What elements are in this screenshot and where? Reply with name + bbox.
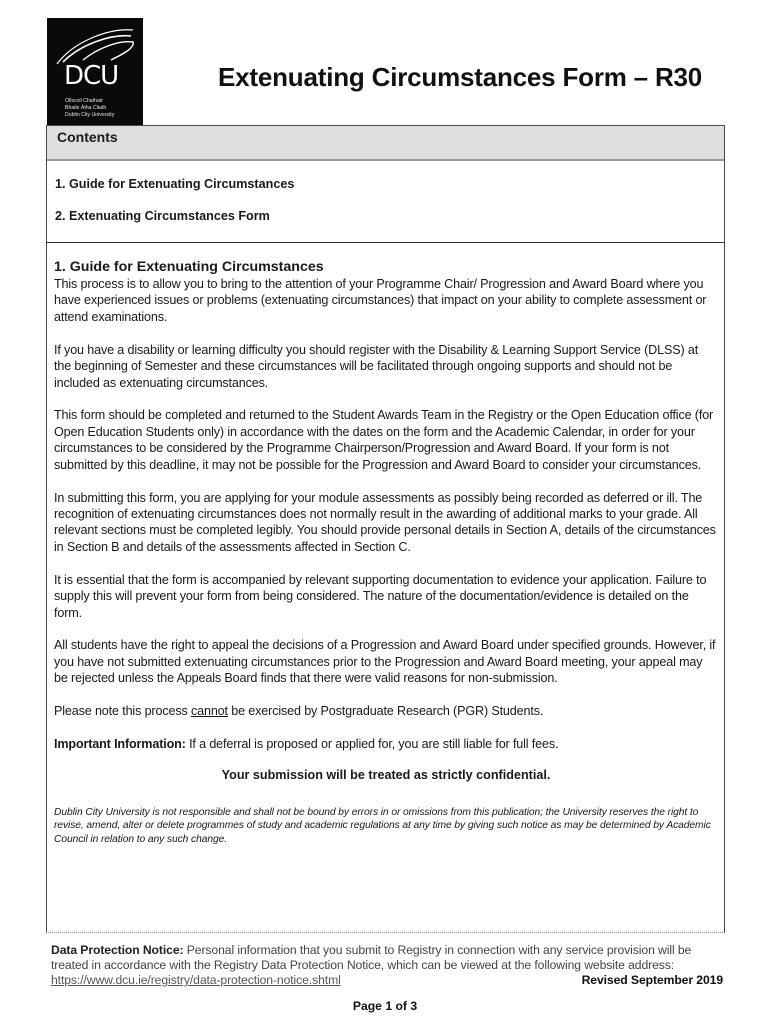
important-text: If a deferral is proposed or applied for, you are still liable for full fees. xyxy=(185,737,559,752)
pgr-note-text: Please note this process xyxy=(54,704,191,719)
guide-paragraph: It is essential that the form is accompanied by relevant supporting documentation to evidence your application. Failure to supply this will prevent your form from being considered. The nature of the documentation/evidence is detailed on the form. xyxy=(54,572,707,620)
content-frame xyxy=(46,125,725,933)
important-label: Important Information: xyxy=(54,737,186,752)
guide-heading: 1. Guide for Extenuating Circumstances xyxy=(54,259,324,275)
pgr-note xyxy=(54,703,718,719)
logo-subtitle xyxy=(65,98,114,119)
guide-paragraph: If you have a disability or learning difficulty you should register with the Disability & Learning Support Service (DLSS) at the beginning of Semester and these circumstances will be facilitated through ongoing supports and should not be included as extenuating circumstances. xyxy=(54,342,699,390)
logo-line-irish-2: Bhaile Átha Cliath xyxy=(65,105,107,111)
data-protection-notice xyxy=(51,943,723,988)
contents-item-form[interactable]: 2. Extenuating Circumstances Form xyxy=(55,209,270,223)
page-number: Page 1 of 3 xyxy=(352,999,418,1013)
contents-list xyxy=(47,161,724,243)
pgr-note-emphasis: cannot xyxy=(190,704,228,719)
revised-date: Revised September 2019 xyxy=(581,973,723,987)
guide-paragraph: This process is to allow you to bring to the attention of your Programme Chair/ Progression and Award Board where you have experienced issues or problems (extenuating circumstances) that impact on your ability to complete assessment or attend examinations. xyxy=(54,277,707,324)
logo-swoosh-icon xyxy=(53,24,137,66)
logo-line-irish-1: Ollscoil Chathair xyxy=(65,98,103,104)
guide-paragraph: This form should be completed and returned to the Student Awards Team in the Registry or the Open Education office (for Open Education Students only) in accordance with the dates on the form and the Academic Calendar, in order for your circumstances to be considered by the Programme Chairperson/Progression and Award Board. If your form is not submitted by this deadline, it may not be possible for the Progression and Award Board to consider your circumstances. xyxy=(54,408,714,472)
disclaimer: Dublin City University is not responsible and shall not be bound by errors in or omissions from this publication; the University reserves the right to revise, amend, alter or delete programmes of study and academic regulations at any time by giving such notice as may be determined by Academic Council in relation to any such change. xyxy=(54,806,711,845)
contents-item-guide[interactable]: 1. Guide for Extenuating Circumstances xyxy=(55,177,295,191)
pgr-note-text-end: be exercised by Postgraduate Research (PGR) Students. xyxy=(227,704,544,719)
document-title: Extenuating Circumstances Form – R30 xyxy=(218,62,703,92)
guide-paragraph: All students have the right to appeal the decisions of a Progression and Award Board under specified grounds. However, if you have not submitted extenuating circumstances prior to the Progression and Award Board meeting, your appeal may be rejected unless the Appeals Board finds that there were valid reasons for non-submission. xyxy=(54,638,716,686)
dpn-text: Personal information that you submit to Registry in connection with any service provision will be treated in accordance with the Registry Data Protection Notice, which can be viewed at the following website address: xyxy=(51,943,692,972)
guide-section xyxy=(47,243,724,846)
confidential-notice: Your submission will be treated as strictly confidential. xyxy=(221,767,551,782)
dpn-label: Data Protection Notice: xyxy=(51,943,184,957)
dcu-logo xyxy=(47,18,143,125)
dpn-link[interactable]: https://www.dcu.ie/registry/data-protection-notice.shtml xyxy=(51,973,341,987)
important-information xyxy=(54,736,718,752)
guide-paragraph: In submitting this form, you are applying for your module assessments as possibly being recorded as deferred or ill. The recognition of extenuating circumstances does not normally result in the awarding of additional marks to your grade. All relevant sections must be completed legibly. You should provide personal details in Section A, details of the circumstances in Section B and details of the assessments affected in Section C. xyxy=(54,490,716,554)
logo-mark: DCU xyxy=(64,61,119,91)
contents-heading: Contents xyxy=(47,126,724,161)
logo-line-english: Dublin City University xyxy=(65,112,115,118)
